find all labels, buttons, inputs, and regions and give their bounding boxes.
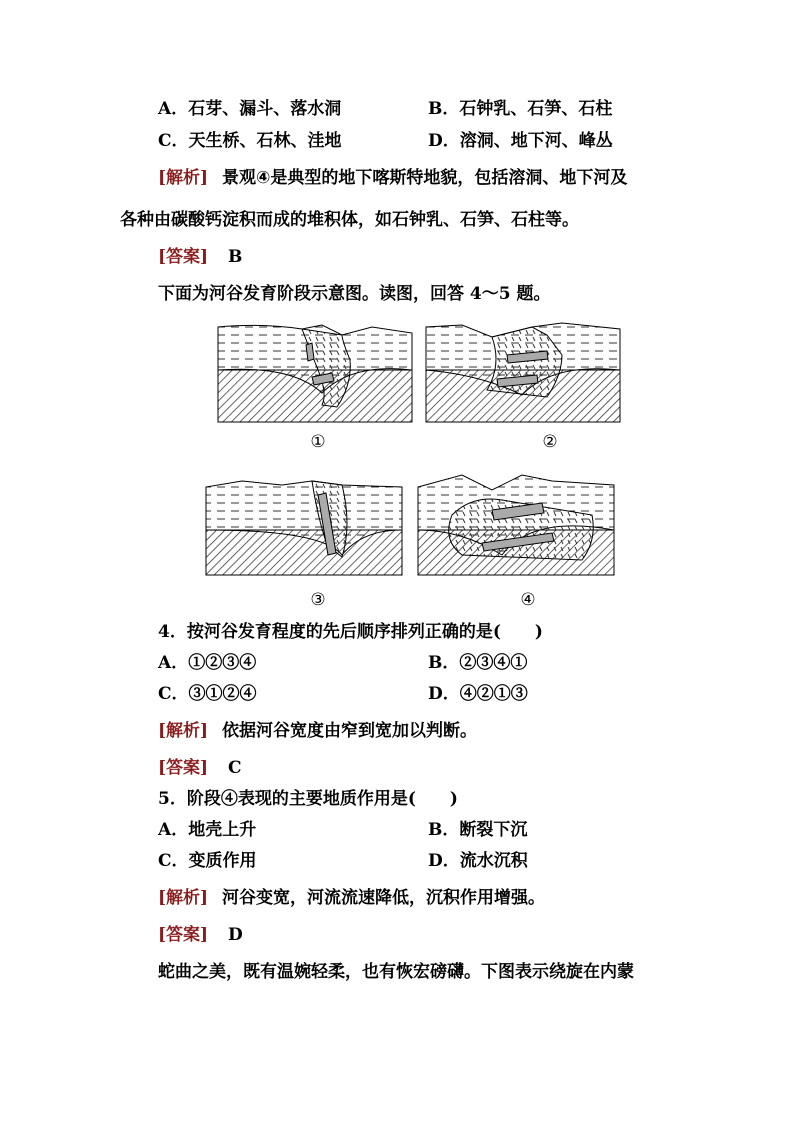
label-stage-3: ③ — [310, 590, 326, 610]
answer-value: D — [228, 925, 243, 945]
q5-stem: 5．阶段④表现的主要地质作用是( ) — [158, 789, 458, 809]
analysis-text: 河谷变宽，河流流速降低，沉积作用增强。 — [222, 888, 546, 908]
q4-option-c: C．③①②④ — [158, 684, 257, 704]
q4-option-d: D．④②①③ — [428, 684, 528, 704]
block-stage-3 — [206, 481, 402, 575]
q3-option-b: B．石钟乳、石笋、石柱 — [428, 99, 613, 119]
analysis-tag: [解析] — [158, 168, 209, 188]
label-stage-2: ② — [542, 432, 558, 452]
block-stage-4 — [418, 475, 614, 575]
q3-analysis — [158, 167, 627, 189]
analysis-tag: [解析] — [158, 721, 209, 741]
q4-analysis — [158, 720, 477, 742]
q5-option-a: A．地壳上升 — [158, 820, 257, 840]
river-valley-stage-diagram — [202, 315, 630, 610]
q4-option-b: B．②③④① — [428, 653, 528, 673]
analysis-text-line2: 各种由碳酸钙淀积而成的堆积体，如石钟乳、石笋、石柱等。 — [120, 210, 579, 230]
q4-stem: 4．按河谷发育程度的先后顺序排列正确的是( ) — [158, 622, 543, 642]
analysis-text-line1: 景观④是典型的地下喀斯特地貌，包括溶洞、地下河及 — [222, 168, 628, 188]
q5-option-d: D．流水沉积 — [428, 851, 528, 871]
block-stage-1 — [218, 325, 412, 422]
intro-next-question: 蛇曲之美，既有温婉轻柔，也有恢宏磅礴。下图表示绕旋在内蒙 — [158, 962, 634, 982]
answer-tag: [答案] — [158, 247, 209, 267]
q5-analysis — [158, 887, 545, 909]
q5-option-c: C．变质作用 — [158, 851, 257, 871]
q5-answer — [158, 924, 243, 946]
label-stage-1: ① — [310, 432, 326, 452]
intro-questions-4-5: 下面为河谷发育阶段示意图。读图，回答 4～5 题。 — [158, 284, 551, 304]
q3-option-d: D．溶洞、地下河、峰丛 — [428, 131, 613, 151]
q3-option-c: C．天生桥、石林、洼地 — [158, 131, 342, 151]
analysis-tag: [解析] — [158, 888, 209, 908]
q4-option-a: A．①②③④ — [158, 653, 257, 673]
label-stage-4: ④ — [520, 590, 536, 610]
block-stage-2 — [426, 323, 620, 422]
q3-option-a: A．石芽、漏斗、落水洞 — [158, 99, 342, 119]
answer-value: C — [228, 758, 242, 778]
answer-value: B — [228, 247, 243, 267]
q4-answer — [158, 757, 242, 779]
answer-tag: [答案] — [158, 925, 209, 945]
q5-option-b: B．断裂下沉 — [428, 820, 528, 840]
analysis-text: 依据河谷宽度由窄到宽加以判断。 — [222, 721, 478, 741]
answer-tag: [答案] — [158, 758, 209, 778]
q3-answer — [158, 246, 242, 268]
